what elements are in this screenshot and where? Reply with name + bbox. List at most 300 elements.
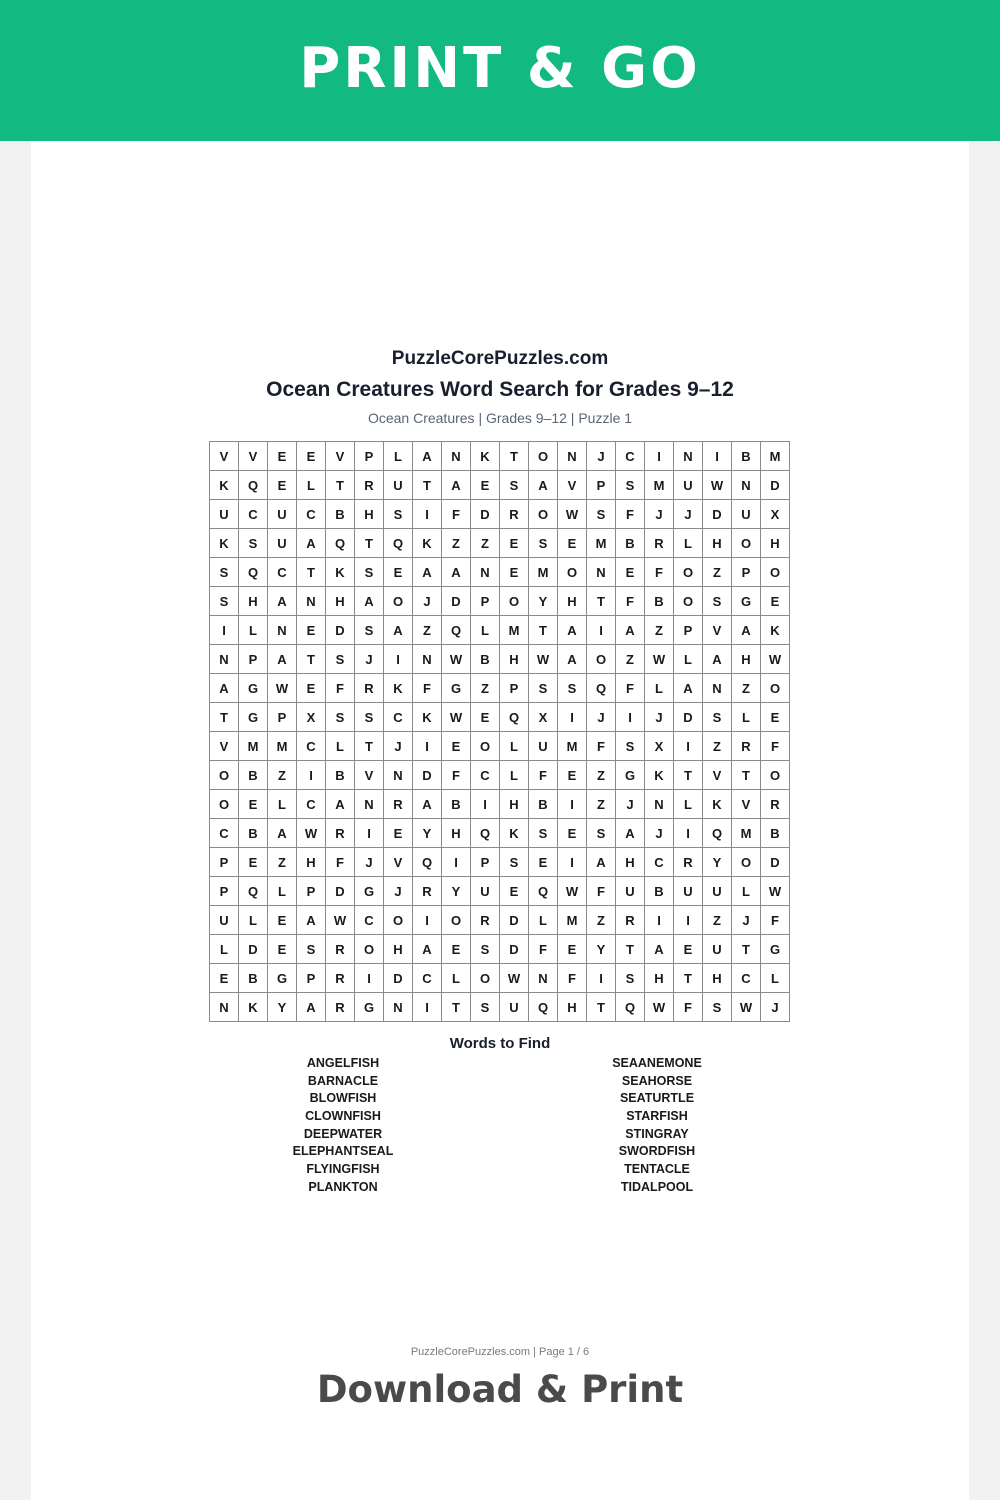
grid-cell: R	[471, 906, 500, 935]
grid-cell: Y	[413, 819, 442, 848]
grid-cell: S	[558, 674, 587, 703]
grid-cell: L	[761, 964, 790, 993]
grid-cell: F	[587, 877, 616, 906]
grid-cell: O	[529, 442, 558, 471]
grid-cell: E	[297, 674, 326, 703]
grid-cell: A	[645, 935, 674, 964]
grid-cell: S	[529, 819, 558, 848]
grid-cell: M	[529, 558, 558, 587]
grid-cell: A	[674, 674, 703, 703]
grid-cell: K	[326, 558, 355, 587]
grid-cell: W	[703, 471, 732, 500]
grid-cell: F	[326, 674, 355, 703]
word-item: BLOWFISH	[309, 1091, 377, 1106]
grid-cell: N	[703, 674, 732, 703]
grid-cell: N	[413, 645, 442, 674]
site-name: PuzzleCorePuzzles.com	[391, 348, 609, 369]
grid-cell: A	[558, 645, 587, 674]
word-search-grid	[209, 441, 790, 1022]
grid-cell: P	[500, 674, 529, 703]
grid-cell: A	[732, 616, 761, 645]
grid-cell: N	[268, 616, 297, 645]
grid-cell: G	[239, 703, 268, 732]
grid-cell: H	[558, 587, 587, 616]
grid-cell: M	[645, 471, 674, 500]
grid-cell: B	[529, 790, 558, 819]
grid-cell: C	[355, 906, 384, 935]
grid-cell: T	[674, 964, 703, 993]
grid-cell: L	[645, 674, 674, 703]
grid-cell: B	[645, 877, 674, 906]
grid-cell: E	[761, 703, 790, 732]
grid-cell: E	[616, 558, 645, 587]
grid-cell: Z	[703, 906, 732, 935]
grid-cell: K	[500, 819, 529, 848]
word-item: STARFISH	[626, 1109, 688, 1124]
grid-cell: H	[703, 529, 732, 558]
grid-cell: P	[471, 587, 500, 616]
grid-cell: R	[500, 500, 529, 529]
grid-cell: W	[297, 819, 326, 848]
grid-cell: I	[442, 848, 471, 877]
grid-cell: K	[703, 790, 732, 819]
grid-cell: C	[297, 732, 326, 761]
grid-cell: I	[413, 993, 442, 1022]
grid-cell: V	[703, 616, 732, 645]
grid-cell: S	[529, 674, 558, 703]
grid-cell: T	[732, 935, 761, 964]
grid-cell: T	[587, 587, 616, 616]
grid-cell: T	[297, 645, 326, 674]
grid-cell: L	[674, 790, 703, 819]
grid-cell: J	[616, 790, 645, 819]
grid-cell: Z	[471, 529, 500, 558]
grid-cell: J	[732, 906, 761, 935]
grid-cell: I	[355, 819, 384, 848]
grid-cell: F	[761, 732, 790, 761]
grid-cell: L	[674, 645, 703, 674]
grid-cell: Q	[587, 674, 616, 703]
grid-cell: O	[761, 674, 790, 703]
grid-cell: U	[500, 993, 529, 1022]
grid-cell: L	[500, 761, 529, 790]
grid-cell: L	[442, 964, 471, 993]
grid-cell: X	[297, 703, 326, 732]
banner-title: PRINT & GO	[299, 36, 701, 101]
grid-cell: W	[529, 645, 558, 674]
grid-cell: J	[674, 500, 703, 529]
grid-cell: H	[442, 819, 471, 848]
grid-cell: C	[616, 442, 645, 471]
grid-cell: O	[529, 500, 558, 529]
grid-cell: U	[210, 500, 239, 529]
word-item: SEAHORSE	[621, 1073, 693, 1088]
grid-cell: E	[384, 819, 413, 848]
grid-cell: I	[413, 500, 442, 529]
grid-cell: K	[413, 529, 442, 558]
grid-cell: I	[587, 616, 616, 645]
grid-cell: A	[268, 819, 297, 848]
grid-cell: C	[645, 848, 674, 877]
word-item: SWORDFISH	[618, 1144, 696, 1159]
grid-cell: E	[442, 935, 471, 964]
grid-cell: I	[616, 703, 645, 732]
grid-cell: Q	[529, 877, 558, 906]
grid-cell: G	[239, 674, 268, 703]
grid-cell: W	[761, 645, 790, 674]
page-footer-note: PuzzleCorePuzzles.com | Page 1 / 6	[410, 1346, 590, 1358]
grid-cell: G	[442, 674, 471, 703]
grid-cell: F	[442, 500, 471, 529]
grid-cell: U	[384, 471, 413, 500]
grid-cell: Y	[529, 587, 558, 616]
word-item: SEATURTLE	[619, 1091, 695, 1106]
grid-cell: W	[500, 964, 529, 993]
grid-cell: C	[413, 964, 442, 993]
grid-cell: Q	[239, 558, 268, 587]
grid-cell: H	[239, 587, 268, 616]
puzzle-subtitle: Ocean Creatures | Grades 9–12 | Puzzle 1	[367, 410, 633, 426]
grid-cell: Z	[616, 645, 645, 674]
grid-cell: D	[239, 935, 268, 964]
grid-cell: P	[732, 558, 761, 587]
grid-cell: G	[355, 993, 384, 1022]
grid-cell: O	[384, 906, 413, 935]
grid-cell: E	[500, 529, 529, 558]
grid-cell: R	[326, 964, 355, 993]
grid-cell: P	[355, 442, 384, 471]
grid-cell: O	[587, 645, 616, 674]
grid-cell: T	[529, 616, 558, 645]
grid-cell: Z	[587, 761, 616, 790]
grid-cell: E	[268, 906, 297, 935]
grid-cell: A	[616, 819, 645, 848]
download-print-label[interactable]: Download & Print	[316, 1368, 684, 1411]
word-item: TENTACLE	[624, 1162, 690, 1177]
grid-cell: I	[645, 906, 674, 935]
word-item: PLANKTON	[308, 1179, 378, 1194]
grid-cell: H	[645, 964, 674, 993]
grid-cell: T	[297, 558, 326, 587]
grid-cell: I	[558, 848, 587, 877]
grid-cell: J	[761, 993, 790, 1022]
grid-cell: M	[761, 442, 790, 471]
grid-cell: N	[645, 790, 674, 819]
grid-cell: S	[703, 993, 732, 1022]
grid-cell: A	[442, 471, 471, 500]
grid-cell: N	[471, 558, 500, 587]
grid-cell: H	[326, 587, 355, 616]
grid-cell: U	[268, 500, 297, 529]
grid-cell: P	[297, 964, 326, 993]
grid-cell: B	[471, 645, 500, 674]
grid-cell: Z	[732, 674, 761, 703]
grid-cell: P	[210, 848, 239, 877]
grid-cell: S	[471, 935, 500, 964]
grid-cell: Q	[500, 703, 529, 732]
grid-cell: S	[587, 819, 616, 848]
word-item: CLOWNFISH	[305, 1109, 381, 1124]
grid-cell: V	[558, 471, 587, 500]
grid-cell: A	[529, 471, 558, 500]
word-item: BARNACLE	[307, 1073, 379, 1088]
grid-cell: M	[558, 906, 587, 935]
grid-cell: P	[587, 471, 616, 500]
grid-cell: O	[558, 558, 587, 587]
grid-cell: Z	[471, 674, 500, 703]
grid-cell: V	[355, 761, 384, 790]
grid-cell: J	[587, 442, 616, 471]
grid-cell: S	[587, 500, 616, 529]
grid-cell: B	[732, 442, 761, 471]
grid-cell: C	[471, 761, 500, 790]
grid-cell: N	[442, 442, 471, 471]
grid-cell: F	[645, 558, 674, 587]
grid-cell: O	[761, 558, 790, 587]
word-item: ELEPHANTSEAL	[292, 1144, 394, 1159]
grid-cell: O	[674, 558, 703, 587]
grid-cell: H	[384, 935, 413, 964]
grid-cell: V	[210, 732, 239, 761]
grid-cell: J	[384, 732, 413, 761]
grid-cell: K	[761, 616, 790, 645]
grid-cell: W	[761, 877, 790, 906]
grid-cell: N	[674, 442, 703, 471]
grid-cell: G	[761, 935, 790, 964]
grid-cell: S	[384, 500, 413, 529]
grid-cell: O	[674, 587, 703, 616]
grid-cell: C	[268, 558, 297, 587]
grid-cell: F	[616, 587, 645, 616]
grid-cell: R	[616, 906, 645, 935]
grid-cell: Q	[529, 993, 558, 1022]
grid-cell: R	[326, 993, 355, 1022]
grid-cell: P	[471, 848, 500, 877]
grid-cell: G	[616, 761, 645, 790]
grid-cell: F	[674, 993, 703, 1022]
word-item: STINGRAY	[625, 1126, 689, 1141]
grid-cell: K	[210, 529, 239, 558]
grid-cell: Z	[268, 848, 297, 877]
grid-cell: C	[210, 819, 239, 848]
grid-cell: Q	[239, 471, 268, 500]
grid-cell: T	[442, 993, 471, 1022]
puzzle-title: Ocean Creatures Word Search for Grades 9–12	[266, 378, 734, 401]
grid-cell: X	[645, 732, 674, 761]
grid-cell: I	[674, 906, 703, 935]
grid-cell: W	[558, 500, 587, 529]
grid-cell: T	[326, 471, 355, 500]
grid-cell: L	[210, 935, 239, 964]
grid-cell: H	[761, 529, 790, 558]
grid-cell: W	[645, 645, 674, 674]
grid-cell: O	[384, 587, 413, 616]
grid-cell: S	[703, 587, 732, 616]
grid-cell: L	[239, 906, 268, 935]
grid-cell: R	[645, 529, 674, 558]
grid-cell: D	[326, 616, 355, 645]
grid-cell: I	[587, 964, 616, 993]
grid-cell: H	[500, 645, 529, 674]
word-item: TIDALPOOL	[620, 1179, 694, 1194]
grid-cell: L	[529, 906, 558, 935]
grid-cell: M	[587, 529, 616, 558]
grid-cell: I	[384, 645, 413, 674]
grid-cell: G	[268, 964, 297, 993]
grid-cell: R	[355, 471, 384, 500]
grid-cell: A	[268, 645, 297, 674]
grid-cell: V	[732, 790, 761, 819]
grid-cell: A	[616, 616, 645, 645]
grid-cell: Q	[384, 529, 413, 558]
grid-cell: S	[500, 848, 529, 877]
grid-cell: S	[616, 964, 645, 993]
grid-cell: A	[413, 558, 442, 587]
grid-cell: D	[442, 587, 471, 616]
grid-cell: Q	[442, 616, 471, 645]
grid-cell: O	[471, 964, 500, 993]
grid-cell: L	[384, 442, 413, 471]
grid-cell: A	[210, 674, 239, 703]
grid-cell: L	[500, 732, 529, 761]
grid-cell: T	[413, 471, 442, 500]
word-item: ANGELFISH	[306, 1056, 380, 1070]
grid-cell: D	[500, 935, 529, 964]
grid-cell: Q	[413, 848, 442, 877]
grid-cell: S	[616, 471, 645, 500]
grid-cell: S	[326, 703, 355, 732]
grid-cell: Q	[703, 819, 732, 848]
grid-cell: Q	[616, 993, 645, 1022]
grid-cell: L	[674, 529, 703, 558]
grid-cell: T	[732, 761, 761, 790]
grid-cell: E	[384, 558, 413, 587]
grid-cell: J	[413, 587, 442, 616]
grid-cell: B	[645, 587, 674, 616]
grid-cell: S	[355, 703, 384, 732]
grid-cell: N	[384, 993, 413, 1022]
grid-cell: E	[268, 471, 297, 500]
grid-cell: M	[239, 732, 268, 761]
grid-cell: U	[471, 877, 500, 906]
grid-cell: R	[761, 790, 790, 819]
grid-cell: N	[297, 587, 326, 616]
grid-cell: C	[297, 500, 326, 529]
grid-cell: H	[297, 848, 326, 877]
grid-cell: V	[210, 442, 239, 471]
grid-cell: E	[239, 790, 268, 819]
grid-cell: F	[326, 848, 355, 877]
grid-cell: L	[268, 790, 297, 819]
grid-cell: N	[210, 645, 239, 674]
grid-cell: S	[703, 703, 732, 732]
grid-cell: T	[616, 935, 645, 964]
grid-cell: X	[529, 703, 558, 732]
grid-cell: Z	[587, 790, 616, 819]
words-heading: Words to Find	[449, 1035, 551, 1052]
grid-cell: P	[210, 877, 239, 906]
grid-cell: E	[268, 442, 297, 471]
grid-cell: A	[558, 616, 587, 645]
grid-cell: I	[674, 732, 703, 761]
grid-cell: H	[558, 993, 587, 1022]
grid-cell: I	[558, 703, 587, 732]
grid-cell: U	[703, 935, 732, 964]
grid-cell: C	[239, 500, 268, 529]
grid-cell: W	[645, 993, 674, 1022]
grid-cell: G	[355, 877, 384, 906]
grid-cell: E	[558, 935, 587, 964]
grid-cell: R	[384, 790, 413, 819]
grid-cell: D	[413, 761, 442, 790]
grid-cell: J	[587, 703, 616, 732]
grid-cell: E	[442, 732, 471, 761]
grid-cell: Z	[413, 616, 442, 645]
grid-cell: K	[471, 442, 500, 471]
grid-cell: S	[239, 529, 268, 558]
grid-cell: W	[558, 877, 587, 906]
grid-cell: T	[587, 993, 616, 1022]
grid-cell: B	[326, 500, 355, 529]
grid-cell: R	[326, 819, 355, 848]
grid-cell: R	[413, 877, 442, 906]
grid-cell: D	[761, 848, 790, 877]
grid-cell: A	[413, 935, 442, 964]
grid-cell: A	[268, 587, 297, 616]
grid-cell: P	[297, 877, 326, 906]
grid-cell: E	[558, 529, 587, 558]
grid-cell: A	[355, 587, 384, 616]
grid-cell: K	[413, 703, 442, 732]
grid-cell: U	[210, 906, 239, 935]
grid-cell: I	[703, 442, 732, 471]
grid-cell: V	[326, 442, 355, 471]
grid-cell: O	[471, 732, 500, 761]
grid-cell: R	[326, 935, 355, 964]
grid-cell: I	[355, 964, 384, 993]
grid-cell: S	[326, 645, 355, 674]
grid-cell: F	[616, 674, 645, 703]
word-item: FLYINGFISH	[306, 1162, 380, 1177]
grid-cell: X	[761, 500, 790, 529]
grid-cell: Q	[326, 529, 355, 558]
grid-cell: F	[529, 761, 558, 790]
grid-cell: F	[616, 500, 645, 529]
grid-cell: U	[268, 529, 297, 558]
grid-cell: A	[703, 645, 732, 674]
grid-cell: Y	[268, 993, 297, 1022]
grid-cell: F	[587, 732, 616, 761]
grid-cell: H	[703, 964, 732, 993]
grid-cell: D	[703, 500, 732, 529]
grid-cell: N	[355, 790, 384, 819]
grid-cell: S	[210, 587, 239, 616]
grid-cell: J	[645, 703, 674, 732]
grid-cell: A	[413, 790, 442, 819]
grid-cell: K	[210, 471, 239, 500]
grid-cell: T	[500, 442, 529, 471]
grid-cell: F	[442, 761, 471, 790]
grid-cell: C	[732, 964, 761, 993]
grid-cell: H	[355, 500, 384, 529]
grid-cell: N	[558, 442, 587, 471]
grid-cell: N	[732, 471, 761, 500]
grid-cell: Z	[442, 529, 471, 558]
grid-cell: E	[239, 848, 268, 877]
grid-cell: H	[732, 645, 761, 674]
grid-cell: G	[732, 587, 761, 616]
top-banner	[0, 0, 1000, 141]
